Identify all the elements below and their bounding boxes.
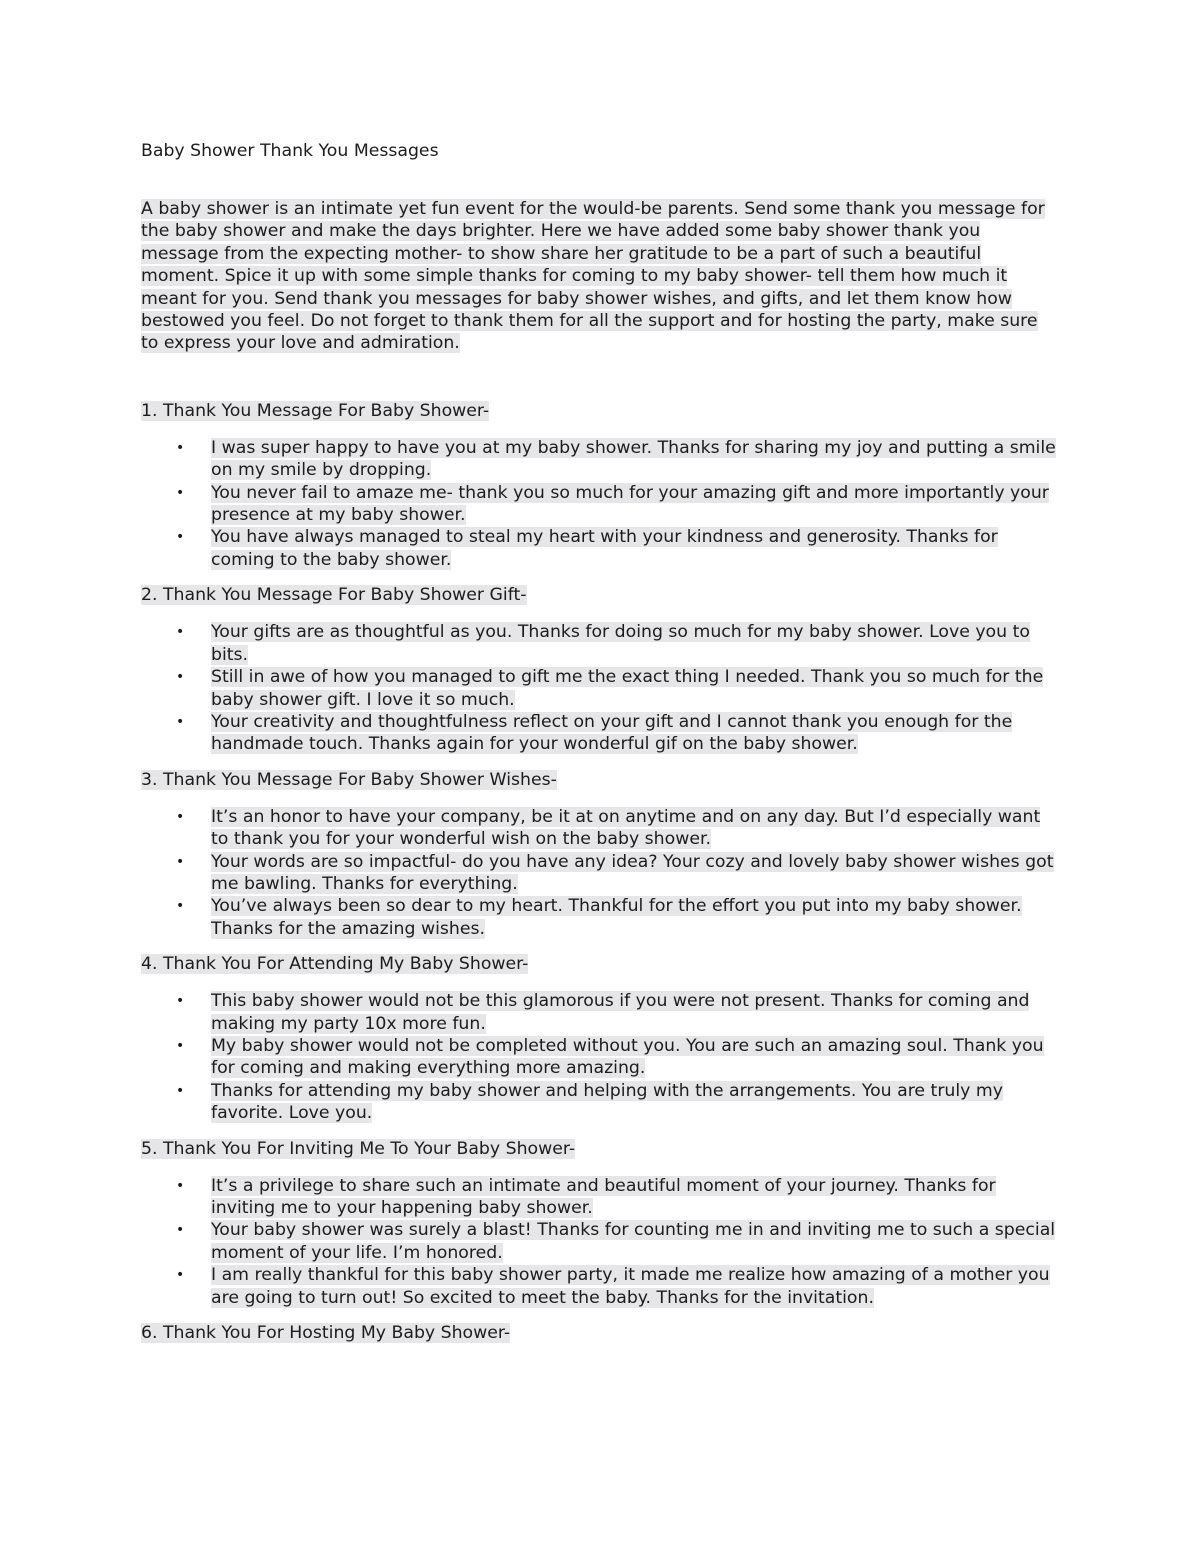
message-section	[141, 1322, 1061, 1346]
list-item: • Your baby shower was surely a blast! Thanks for counting me in and inviting me to such a special moment of your life. I’m honored.	[176, 1220, 1056, 1263]
message-list	[141, 806, 1061, 940]
bullet-icon: •	[176, 713, 185, 730]
list-item: • Your creativity and thoughtfulness reflect on your gift and I cannot thank you enough for the handmade touch. Thanks again for your wonderful gif on the baby shower.	[176, 711, 1013, 755]
list-item: • Your gifts are as thoughtful as you. Thanks for doing so much for my baby shower. Love you to bits.	[176, 622, 1030, 665]
sections-container	[141, 400, 1061, 1346]
bullet-icon: •	[176, 993, 185, 1010]
bullet-icon: •	[176, 853, 185, 870]
bullet-icon: •	[176, 1177, 185, 1194]
intro-paragraph: A baby shower is an intimate yet fun event for the would-be parents. Send some thank you message for the baby shower and make the days brighter. Here we have added some baby shower thank you message from the expecting mother- to show share her gratitude to be a part of such a beautiful moment. Spice it up with some simple thanks for coming to my baby shower- tell them how much it meant for you. Send thank you messages for baby shower wishes, and gifts, and let them know how bestowed you feel. Do not forget to thank them for all the support and for hosting the party, make sure to express your love and admiration.	[141, 199, 1045, 354]
bullet-icon: •	[176, 1222, 185, 1239]
list-item: • Thanks for attending my baby shower and helping with the arrangements. You are truly my favorite. Love you.	[176, 1080, 1003, 1124]
message-section	[141, 1138, 1061, 1309]
bullet-icon: •	[176, 624, 185, 641]
bullet-icon: •	[176, 1082, 185, 1099]
section-heading: 3. Thank You Message For Baby Shower Wishes-	[141, 769, 557, 790]
section-heading: 6. Thank You For Hosting My Baby Shower-	[141, 1323, 511, 1344]
section-heading: 2. Thank You Message For Baby Shower Gift-	[141, 585, 527, 606]
section-heading: 4. Thank You For Attending My Baby Shower-	[141, 954, 529, 975]
list-item: • Still in awe of how you managed to gift me the exact thing I needed. Thank you so much for the baby shower gift. I love it so much.	[176, 667, 1044, 710]
list-item: • You have always managed to steal my heart with your kindness and generosity. Thanks for coming to the baby shower.	[176, 527, 998, 570]
message-section	[141, 769, 1061, 940]
section-heading: 5. Thank You For Inviting Me To Your Baby Shower-	[141, 1138, 576, 1159]
message-section	[141, 953, 1061, 1124]
list-item: • This baby shower would not be this glamorous if you were not present. Thanks for coming and making my party 10x more fun.	[176, 991, 1030, 1034]
list-item: • You’ve always been so dear to my heart. Thankful for the effort you put into my baby shower. Thanks for the amazing wishes.	[176, 896, 1022, 939]
bullet-icon: •	[176, 1037, 185, 1054]
list-item: • My baby shower would not be completed without you. You are such an amazing soul. Thank you for coming and making everything more amazing.	[176, 1035, 1044, 1079]
list-item: • I am really thankful for this baby shower party, it made me realize how amazing of a mother you are going to turn out! So excited to meet the baby. Thanks for the invitation.	[176, 1265, 1050, 1308]
list-item: • Your words are so impactful- do you have any idea? Your cozy and lovely baby shower wishes got me bawling. Thanks for everything.	[176, 851, 1054, 894]
bullet-icon: •	[176, 808, 185, 825]
bullet-icon: •	[176, 529, 185, 546]
document-title: Baby Shower Thank You Messages	[141, 141, 439, 161]
message-section	[141, 400, 1061, 571]
list-item: • I was super happy to have you at my baby shower. Thanks for sharing my joy and putting a smile on my smile by dropping.	[176, 437, 1056, 481]
list-item: • It’s an honor to have your company, be it at on anytime and on any day. But I’d especially want to thank you for your wonderful wish on the baby shower.	[176, 806, 1041, 850]
document-page	[141, 140, 1061, 1346]
bullet-icon: •	[176, 439, 185, 456]
list-item: • You never fail to amaze me- thank you so much for your amazing gift and more importantly your presence at my baby shower.	[176, 482, 1049, 526]
section-heading: 1. Thank You Message For Baby Shower-	[141, 400, 490, 421]
message-list	[141, 437, 1061, 571]
bullet-icon: •	[176, 898, 185, 915]
list-item: • It’s a privilege to share such an intimate and beautiful moment of your journey. Thanks for inviting me to your happening baby shower.	[176, 1175, 996, 1218]
message-list	[141, 1175, 1061, 1309]
bullet-icon: •	[176, 669, 185, 686]
message-list	[141, 990, 1061, 1124]
message-list	[141, 621, 1061, 755]
bullet-icon: •	[176, 1267, 185, 1284]
bullet-icon: •	[176, 484, 185, 501]
message-section	[141, 584, 1061, 755]
